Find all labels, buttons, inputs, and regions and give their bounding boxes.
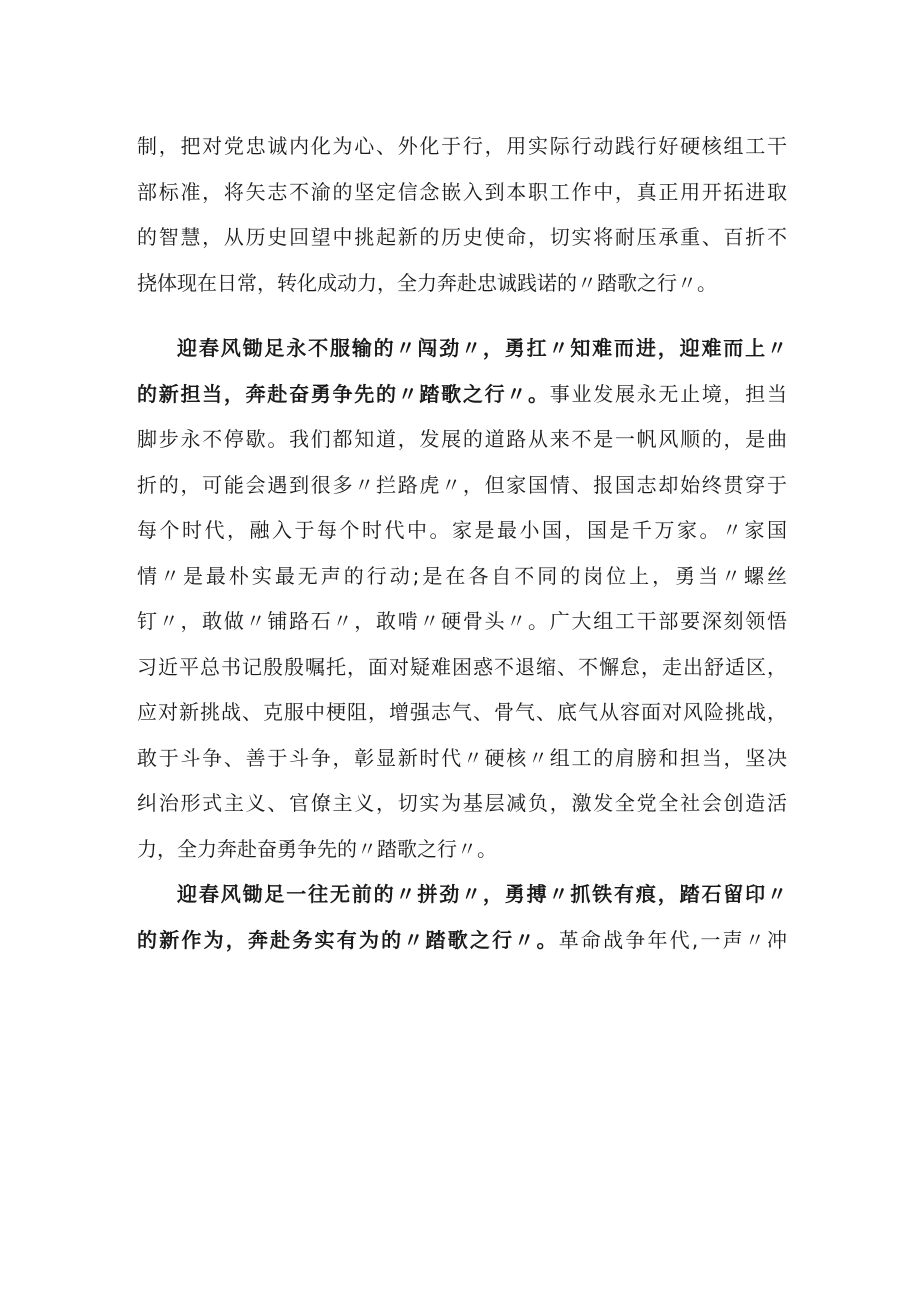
- text-line: 习近平总书记殷殷嘱托，面对疑难困惑不退缩、不懈怠，走出舒适区，: [137, 654, 787, 679]
- paragraph-spacer: [137, 306, 787, 326]
- text-line: 钉〃，敢做〃铺路石〃，敢啃〃硬骨头〃。广大组工干部要深刻领悟: [137, 609, 787, 633]
- text-line: 纠治形式主义、官僚主义，切实为基层减负，激发全党全社会创造活: [137, 791, 787, 815]
- text-line: 折的，可能会遇到很多〃拦路虎〃，但家国情、报国志却始终贯穿于: [137, 472, 787, 497]
- text-line: 情〃是最朴实最无声的行动;是在各自不同的岗位上，勇当〃螺丝: [137, 563, 787, 588]
- text-line-lead: 迎春风锄足永不服输的〃闯劲〃，勇扛〃知难而进，迎难而上〃: [177, 336, 787, 360]
- text-line: 脚步永不停歇。我们都知道，发展的道路从来不是一帆风顺的，是曲: [137, 427, 787, 451]
- text-line: 的新担当，奔赴奋勇争先的〃踏歌之行〃。事业发展永无止境，担当: [137, 381, 787, 406]
- text-line: 应对新挑战、克服中梗阻，增强志气、骨气、底气从容面对风险挑战，: [137, 700, 787, 724]
- text-line-lead: 迎春风锄足一往无前的〃拼劲〃，勇搏〃抓铁有痕，踏石留印〃: [177, 882, 787, 906]
- paragraph-1: [137, 124, 787, 306]
- paragraph-3: [137, 872, 787, 963]
- text-line: 的智慧，从历史回望中挑起新的历史使命，切实将耐压承重、百折不: [137, 225, 787, 249]
- text-line: 挠体现在日常，转化成动力，全力奔赴忠诚践诺的〃踏歌之行〃。: [137, 270, 717, 295]
- text-line: 力，全力奔赴奋勇争先的〃踏歌之行〃。: [137, 836, 497, 861]
- text-line: 部标准，将矢志不渝的坚定信念嵌入到本职工作中，真正用开拓进取: [137, 179, 787, 204]
- text-line: 敢于斗争、善于斗争，彰显新时代〃硬核〃组工的肩膀和担当，坚决: [137, 745, 787, 770]
- paragraph-2: [137, 326, 787, 872]
- text-line: 的新作为，奔赴务实有为的〃踏歌之行〃。革命战争年代,一声〃冲: [137, 927, 787, 952]
- document-page: [137, 124, 787, 963]
- text-line: 每个时代，融入于每个时代中。家是最小国，国是千万家。〃家国: [137, 518, 787, 542]
- text-line: 制，把对党忠诚内化为心、外化于行，用实际行动践行好硬核组工干: [137, 134, 787, 158]
